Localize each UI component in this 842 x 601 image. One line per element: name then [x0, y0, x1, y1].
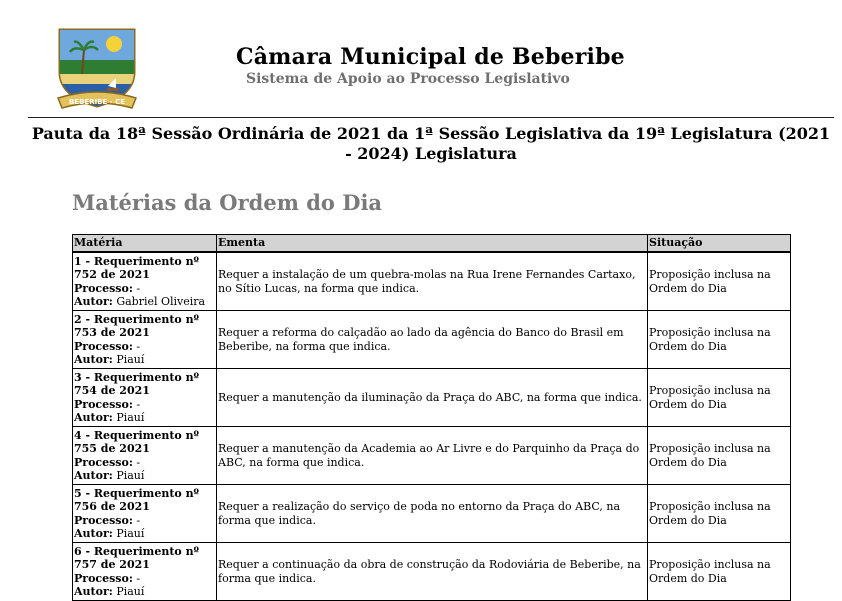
materia-cell: 4 - Requerimento nº 755 de 2021 Processo: - Autor: Piauí — [73, 427, 217, 485]
table-row — [73, 252, 791, 311]
ementa-cell: Requer a continuação da obra de construção da Rodoviária de Beberibe, na forma que indica. — [217, 543, 648, 601]
processo-value: - — [136, 339, 141, 353]
autor-value: Gabriel Oliveira — [116, 294, 206, 308]
pauta-title: Pauta da 18ª Sessão Ordinária de 2021 da 1ª Sessão Legislativa da 19ª Legislatura (2021 - 2024) Legislatura — [31, 124, 831, 163]
chamber-title: Câmara Municipal de Beberibe — [236, 44, 625, 70]
logo-banner-text: BEBERIBE - CE — [68, 98, 126, 106]
section-title: Matérias da Ordem do Dia — [72, 190, 383, 215]
ementa-cell: Requer a realização do serviço de poda no entorno da Praça do ABC, na forma que indica. — [217, 485, 648, 543]
processo-value: - — [136, 455, 141, 469]
situacao-cell: Proposição inclusa na Ordem do Dia — [648, 252, 791, 311]
processo-value: - — [136, 571, 141, 585]
table-row — [73, 369, 791, 427]
system-subtitle: Sistema de Apoio ao Processo Legislativo — [246, 71, 570, 87]
processo-value: - — [136, 513, 141, 527]
materias-table — [72, 234, 791, 601]
materia-cell: 6 - Requerimento nº 757 de 2021 Processo: - Autor: Piauí — [73, 543, 217, 601]
table-header-row — [73, 235, 791, 253]
situacao-cell: Proposição inclusa na Ordem do Dia — [648, 543, 791, 601]
autor-value: Piauí — [116, 352, 145, 366]
autor-value: Piauí — [116, 410, 145, 424]
header-divider — [28, 117, 834, 118]
situacao-cell: Proposição inclusa na Ordem do Dia — [648, 311, 791, 369]
table-row — [73, 543, 791, 601]
processo-value: - — [136, 281, 141, 295]
table-row — [73, 485, 791, 543]
materia-link[interactable]: 5 - Requerimento nº 756 de 2021 — [74, 486, 200, 514]
column-header-situacao: Situação — [648, 235, 791, 253]
autor-value: Piauí — [116, 468, 145, 482]
table-row — [73, 427, 791, 485]
materia-link[interactable]: 4 - Requerimento nº 755 de 2021 — [74, 428, 200, 456]
ementa-cell: Requer a instalação de um quebra-molas na Rua Irene Fernandes Cartaxo, no Sítio Lucas, na forma que indica. — [217, 252, 648, 311]
situacao-cell: Proposição inclusa na Ordem do Dia — [648, 369, 791, 427]
situacao-cell: Proposição inclusa na Ordem do Dia — [648, 427, 791, 485]
table-row — [73, 311, 791, 369]
materia-cell: 3 - Requerimento nº 754 de 2021 Processo: - Autor: Piauí — [73, 369, 217, 427]
column-header-materia: Matéria — [73, 235, 217, 253]
situacao-cell: Proposição inclusa na Ordem do Dia — [648, 485, 791, 543]
ementa-cell: Requer a reforma do calçadão ao lado da agência do Banco do Brasil em Beberibe, na forma que indica. — [217, 311, 648, 369]
materia-link[interactable]: 6 - Requerimento nº 757 de 2021 — [74, 544, 200, 572]
autor-value: Piauí — [116, 584, 145, 598]
materia-link[interactable]: 2 - Requerimento nº 753 de 2021 — [74, 312, 200, 340]
ementa-cell: Requer a manutenção da Academia ao Ar Livre e do Parquinho da Praça do ABC, na forma que indica. — [217, 427, 648, 485]
processo-value: - — [136, 397, 141, 411]
materia-cell: 2 - Requerimento nº 753 de 2021 Processo: - Autor: Piauí — [73, 311, 217, 369]
materia-link[interactable]: 3 - Requerimento nº 754 de 2021 — [74, 370, 200, 398]
autor-value: Piauí — [116, 526, 145, 540]
beberibe-coat-of-arms-logo — [52, 26, 142, 112]
materia-cell: 5 - Requerimento nº 756 de 2021 Processo: - Autor: Piauí — [73, 485, 217, 543]
materia-link[interactable]: 1 - Requerimento nº 752 de 2021 — [74, 254, 200, 282]
column-header-ementa: Ementa — [217, 235, 648, 253]
materia-cell: 1 - Requerimento nº 752 de 2021 Processo: - Autor: Gabriel Oliveira — [73, 252, 217, 311]
ementa-cell: Requer a manutenção da iluminação da Praça do ABC, na forma que indica. — [217, 369, 648, 427]
